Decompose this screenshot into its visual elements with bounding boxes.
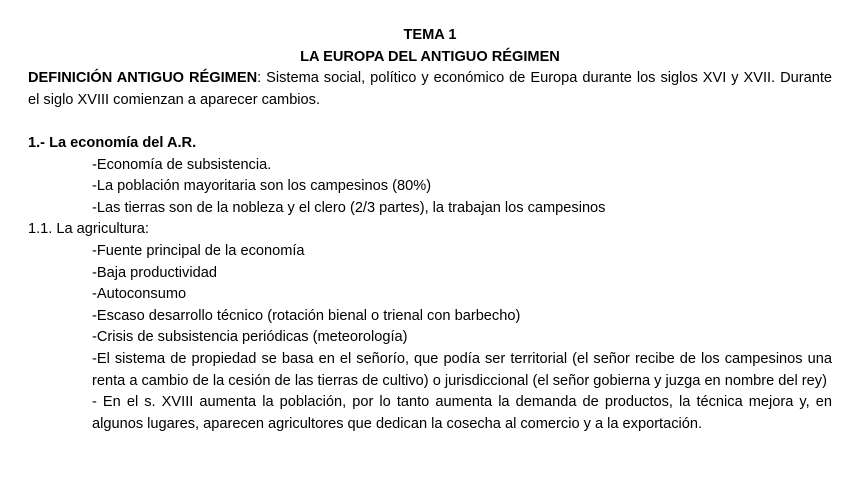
page-title: TEMA 1 (403, 27, 457, 43)
list-item: -Autoconsumo (92, 286, 187, 303)
list-item: -Economía de subsistencia. (92, 156, 272, 173)
section-heading-agriculture: 1.1. La agricultura: (28, 221, 149, 238)
list-item: -Fuente principal de la economía (92, 242, 305, 259)
list-item: -Las tierras son de la nobleza y el clero (2/3 partes), la trabajan los campesinos (92, 199, 606, 216)
spacer (28, 111, 832, 133)
definition-label: DEFINICIÓN ANTIGUO RÉGIMEN (28, 70, 258, 87)
page-subtitle: LA EUROPA DEL ANTIGUO RÉGIMEN (300, 48, 560, 65)
list-item: -La población mayoritaria son los campesinos (80%) (92, 178, 432, 195)
list-item: -Crisis de subsistencia periódicas (meteorología) (92, 329, 408, 346)
section-heading-economy: 1.- La economía del A.R. (28, 134, 197, 151)
list-item: -Baja productividad (92, 264, 217, 281)
definition-text: : Sistema social, político y económico de Europa durante los siglos XVI y XVII. Durante el siglo XVIII comienzan a aparecer cambios. (28, 70, 832, 108)
list-item: -Escaso desarrollo técnico (rotación bienal o trienal con barbecho) (92, 307, 521, 324)
list-item: - En el s. XVIII aumenta la población, por lo tanto aumenta la demanda de productos, la técnica mejora y, en algunos lugares, aparecen agricultores que dedican la cosecha al comercio y a la exportación. (92, 394, 832, 432)
list-item: -El sistema de propiedad se basa en el señorío, que podía ser territorial (el señor recibe de los campesinos una renta a cambio de la cesión de las tierras de cultivo) o jurisdiccional (el señor gobierna y juzga en nombre del rey) (92, 350, 832, 389)
definition-paragraph (28, 68, 832, 111)
